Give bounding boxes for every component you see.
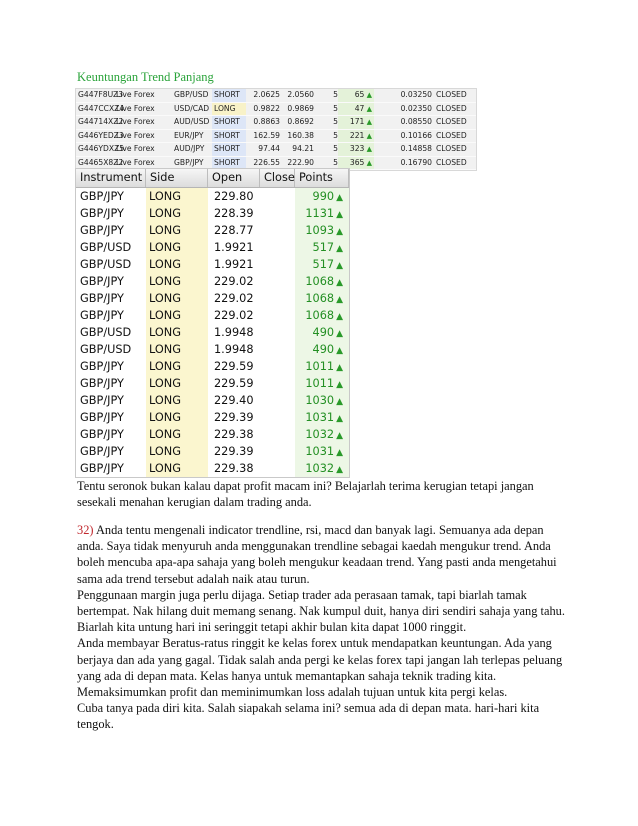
open-cell: 229.38 [214,428,254,441]
side-cell: LONG [146,443,208,460]
side-cell: LONG [146,256,208,273]
position-row[interactable] [76,205,349,222]
position-row[interactable] [76,409,349,426]
closed-trades-table [75,88,477,171]
close-cell [260,460,295,477]
side-cell: LONG [146,358,208,375]
close-price: 0.9869 [287,103,314,113]
side-cell: LONG [146,307,208,324]
side-cell: LONG [146,341,208,358]
trade-status: CLOSED [436,144,467,153]
trade-status: CLOSED [436,130,467,140]
points-value: 1031 [305,411,335,424]
quantity: 5 [333,90,338,99]
open-cell: 228.39 [214,207,254,220]
points-value: 1032 [305,462,335,475]
points-value: 323 [349,144,365,153]
open-cell: 229.39 [214,411,254,424]
side-cell: LONG [146,239,208,256]
quantity: 5 [333,130,338,140]
quantity: 5 [333,157,338,167]
instrument-cell: GBP/JPY [80,462,124,475]
up-arrow-icon: ▲ [336,448,343,458]
positions-body [76,188,349,477]
up-arrow-icon: ▲ [364,158,372,167]
quantity: 5 [333,144,338,153]
up-arrow-icon: ▲ [336,346,343,356]
up-arrow-icon: ▲ [336,244,343,254]
points-cell [295,426,349,443]
trade-side: LONG [212,103,246,116]
open-cell: 229.02 [214,292,254,305]
profit-value: 0.08550 [400,117,432,126]
points-cell [295,307,349,324]
open-cell: 229.39 [214,445,254,458]
trade-status: CLOSED [436,90,467,99]
side-cell: LONG [146,273,208,290]
paragraph-2 [77,522,567,733]
header-open[interactable]: Open [208,169,260,187]
position-row[interactable] [76,290,349,307]
open-cell: 228.77 [214,224,254,237]
close-cell [260,273,295,290]
position-row[interactable] [76,239,349,256]
trade-id: G446YEDZ3 [78,130,124,140]
quantity: 5 [333,117,338,126]
header-side[interactable]: Side [146,169,208,187]
up-arrow-icon: ▲ [336,261,343,271]
instrument-cell: GBP/JPY [80,275,124,288]
side-cell: LONG [146,290,208,307]
section-heading: Keuntungan Trend Panjang [77,70,214,84]
points-value: 1032 [305,428,335,441]
up-arrow-icon: ▲ [364,91,372,99]
close-cell [260,188,295,205]
profit-value: 0.14858 [400,144,432,153]
close-price: 160.38 [287,130,314,140]
instrument-cell: GBP/JPY [80,292,124,305]
points-value: 1011 [305,360,335,373]
points-cell [295,188,349,205]
position-row[interactable] [76,392,349,409]
paragraph-2-first-line [77,522,567,587]
trade-side: SHORT [212,116,246,129]
open-price: 97.44 [258,144,280,153]
points-value: 1031 [305,445,335,458]
up-arrow-icon: ▲ [336,193,343,203]
position-row[interactable] [76,188,349,205]
instrument-cell: GBP/JPY [80,377,124,390]
points-cell [338,89,374,102]
up-arrow-icon: ▲ [336,210,343,220]
points-value: 1131 [305,207,335,220]
up-arrow-icon: ▲ [336,278,343,288]
position-row[interactable] [76,222,349,239]
trade-side: SHORT [212,130,246,143]
paragraph-1-text: Tentu seronok bukan kalau dapat profit macam ini? Belajarlah terima kerugian tetapi jangan sesekali menahan kerugian dalam trading anda. [77,479,534,510]
points-cell [295,205,349,222]
open-cell: 229.02 [214,275,254,288]
position-row[interactable] [76,273,349,290]
trade-id: G4465X8Z2 [78,157,124,167]
open-cell: 229.38 [214,462,254,475]
points-cell [295,409,349,426]
close-cell [260,443,295,460]
instrument-cell: GBP/JPY [80,428,124,441]
account-name: Live Forex [116,130,155,140]
position-row[interactable] [76,375,349,392]
open-price: 2.0625 [253,90,280,99]
trade-side: SHORT [212,143,246,156]
up-arrow-icon: ▲ [336,431,343,441]
paragraph-2-line-3: Memaksimumkan profit dan meminimumkan loss adalah tujuan untuk kita pergi kelas. [77,685,508,700]
up-arrow-icon: ▲ [336,227,343,237]
open-cell: 1.9948 [214,343,254,356]
close-cell [260,239,295,256]
up-arrow-icon: ▲ [336,312,343,322]
instrument-cell: GBP/JPY [80,207,124,220]
points-cell [338,116,374,129]
up-arrow-icon: ▲ [364,104,372,113]
side-cell: LONG [146,409,208,426]
open-price: 162.59 [253,130,280,140]
points-value: 990 [312,190,335,203]
points-value: 517 [312,258,335,271]
open-cell: 229.59 [214,377,254,390]
close-cell [260,307,295,324]
header-points[interactable]: Points [295,169,349,187]
currency-pair: USD/CAD [174,103,210,113]
currency-pair: GBP/JPY [174,157,204,167]
position-row[interactable] [76,324,349,341]
profit-value: 0.02350 [400,103,432,113]
points-cell [295,375,349,392]
quantity: 5 [333,103,338,113]
instrument-cell: GBP/USD [80,258,132,271]
header-instrument[interactable]: Instrument [76,169,146,187]
points-value: 1011 [305,377,335,390]
points-cell [338,143,374,156]
open-cell: 229.80 [214,190,254,203]
side-cell: LONG [146,222,208,239]
positions-header-row [76,169,349,188]
position-row[interactable] [76,358,349,375]
points-cell [295,392,349,409]
points-value: 1068 [305,292,335,305]
open-cell: 229.40 [214,394,254,407]
instrument-cell: GBP/JPY [80,360,124,373]
paragraph-2-line-1: Penggunaan margin juga perlu dijaga. Setiap trader ada perasaan tamak, tapi biarlah tamak bertempat. Nak hilang duit memang senang. Nak kumpul duit, hanya diri sendiri sahaja yang tahu. Biarlah kita untung hari ini seringgit tetapi akhir bulan kita dapat 1000 ringgit. [77,587,565,635]
profit-value: 0.10166 [400,130,432,140]
position-row[interactable] [76,307,349,324]
trade-status: CLOSED [436,103,467,113]
points-value: 1068 [305,275,335,288]
trade-status: CLOSED [436,117,467,126]
points-value: 517 [312,241,335,254]
close-cell [260,222,295,239]
points-cell [295,239,349,256]
close-price: 94.21 [292,144,314,153]
points-cell [295,290,349,307]
points-value: 1030 [305,394,335,407]
points-value: 490 [312,343,335,356]
up-arrow-icon: ▲ [336,380,343,390]
close-price: 2.0560 [287,90,314,99]
closed-trade-row[interactable] [76,103,476,117]
close-cell [260,358,295,375]
up-arrow-icon: ▲ [336,465,343,475]
instrument-cell: GBP/USD [80,343,132,356]
profit-value: 0.16790 [400,157,432,167]
closed-trade-row[interactable] [76,143,476,157]
trade-id: G446YDXZ5 [78,144,125,153]
instrument-cell: GBP/JPY [80,394,124,407]
instrument-cell: GBP/JPY [80,190,124,203]
open-price: 226.55 [253,157,280,167]
side-cell: LONG [146,188,208,205]
side-cell: LONG [146,460,208,477]
trade-id: G447F8UZ3 [78,90,124,99]
header-close[interactable]: Close [260,169,295,187]
side-cell: LONG [146,426,208,443]
points-value: 365 [349,157,365,167]
account-name: Live Forex [116,144,155,153]
position-row[interactable] [76,341,349,358]
up-arrow-icon: ▲ [336,295,343,305]
points-cell [295,273,349,290]
up-arrow-icon: ▲ [336,397,343,407]
close-cell [260,324,295,341]
closed-trade-row[interactable] [76,130,476,144]
points-cell [295,324,349,341]
close-cell [260,426,295,443]
open-price: 0.8863 [253,117,280,126]
account-name: Live Forex [116,157,155,167]
position-row[interactable] [76,443,349,460]
closed-trade-row[interactable] [76,89,476,103]
trade-status: CLOSED [436,157,467,167]
points-cell [295,256,349,273]
points-cell [295,222,349,239]
open-cell: 1.9948 [214,326,254,339]
close-price: 222.90 [287,157,314,167]
points-cell [295,341,349,358]
instrument-cell: GBP/JPY [80,411,124,424]
up-arrow-icon: ▲ [364,145,372,153]
position-row[interactable] [76,256,349,273]
currency-pair: AUD/USD [174,117,210,126]
close-cell [260,256,295,273]
close-cell [260,290,295,307]
currency-pair: EUR/JPY [174,130,204,140]
instrument-cell: GBP/USD [80,241,132,254]
paragraph-1 [77,478,567,510]
points-value: 490 [312,326,335,339]
item-number: 32) [77,523,94,537]
currency-pair: GBP/USD [174,90,209,99]
up-arrow-icon: ▲ [336,363,343,373]
points-value: 171 [349,117,365,126]
open-cell: 229.59 [214,360,254,373]
points-value: 1093 [305,224,335,237]
close-cell [260,205,295,222]
points-cell [295,443,349,460]
instrument-cell: GBP/USD [80,326,132,339]
paragraph-2-line-4: Cuba tanya pada diri kita. Salah siapakah selama ini? semua ada di depan mata. hari-hari kita tengok. [77,701,540,732]
open-cell: 1.9921 [214,241,254,254]
position-row[interactable] [76,460,349,477]
points-value: 221 [349,130,365,140]
paragraph-2-line-2: Anda membayar Beratus-ratus ringgit ke kelas forex untuk mendapatkan keuntungan. Ada yang berjaya dan ada yang gagal. Tidak salah anda pergi ke kelas forex tapi jangan lah terlepas peluang yang ada di depan mata. Kelas hanya untuk memantapkan sahaja teknik trading kita. [77,636,563,683]
points-cell [295,460,349,477]
points-cell [338,130,374,143]
currency-pair: AUD/JPY [174,144,205,153]
close-cell [260,409,295,426]
instrument-cell: GBP/JPY [80,309,124,322]
side-cell: LONG [146,392,208,409]
points-value: 1068 [305,309,335,322]
instrument-cell: GBP/JPY [80,224,124,237]
open-cell: 1.9921 [214,258,254,271]
account-name: Live Forex [116,117,155,126]
side-cell: LONG [146,324,208,341]
closed-trade-row[interactable] [76,116,476,130]
side-cell: LONG [146,205,208,222]
open-price: 0.9822 [253,103,280,113]
close-cell [260,392,295,409]
open-cell: 229.02 [214,309,254,322]
up-arrow-icon: ▲ [364,118,372,126]
side-cell: LONG [146,375,208,392]
trade-id: G44714XZ2 [78,117,124,126]
account-name: Live Forex [116,103,155,113]
up-arrow-icon: ▲ [364,131,372,140]
position-row[interactable] [76,426,349,443]
up-arrow-icon: ▲ [336,329,343,339]
points-value: 47 [354,103,365,113]
instrument-cell: GBP/JPY [80,445,124,458]
positions-table [75,168,350,478]
trade-side: SHORT [212,157,246,170]
points-cell [338,103,374,116]
close-cell [260,341,295,358]
trade-side: SHORT [212,89,246,102]
profit-value: 0.03250 [400,90,432,99]
up-arrow-icon: ▲ [336,414,343,424]
points-cell [295,358,349,375]
points-value: 65 [354,90,365,99]
paragraph-2-line-0: Anda tentu mengenali indicator trendline, rsi, macd dan banyak lagi. Semuanya ada depan anda. Saya tidak menyuruh anda menggunakan trendline sebagai kaedah mengukur trend. Anda boleh mencuba apa-apa sahaja yang boleh mengukur keadaan trend. Yang pasti anda mengetahui sama ada trend tersebut adalah naik atau turun. [77,523,557,586]
account-name: Live Forex [116,90,155,99]
trade-id: G447CCXZ4 [78,103,125,113]
close-price: 0.8692 [287,117,314,126]
close-cell [260,375,295,392]
